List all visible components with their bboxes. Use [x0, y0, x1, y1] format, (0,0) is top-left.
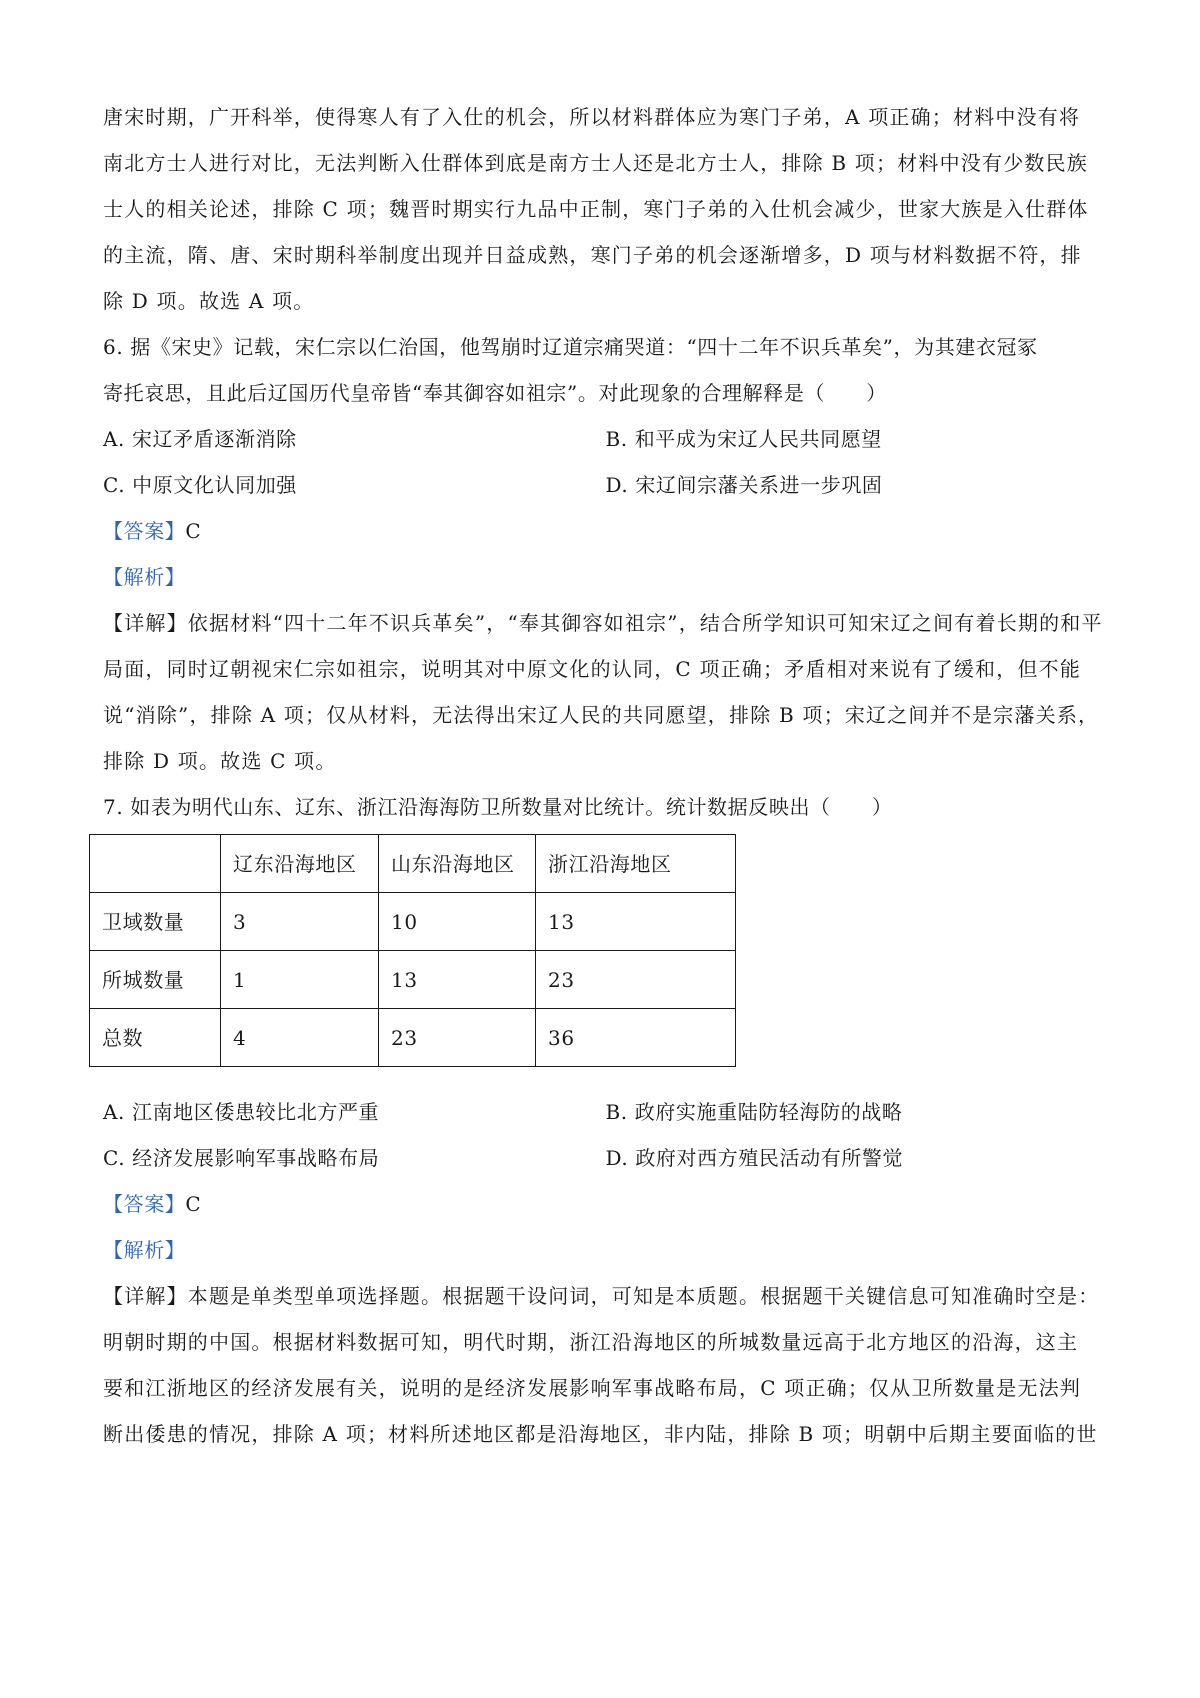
text-line: 【详解】本题是单类型单项选择题。根据题干设问词，可知是本质题。根据题干关键信息可知准确时空是： — [103, 1284, 1100, 1308]
table-cell: 总数 — [90, 1009, 221, 1067]
table-cell — [90, 835, 221, 893]
option-c: C. 经济发展影响军事战略布局 — [103, 1146, 380, 1170]
table-row — [90, 1009, 736, 1067]
text-line: 除 D 项。故选 A 项。 — [103, 289, 315, 313]
text-line: 【详解】依据材料“四十二年不识兵革矣”，“奉其御容如祖宗”，结合所学知识可知宋辽之间有着长期的和平 — [103, 611, 1103, 635]
text-line: 的主流，隋、唐、宋时期科举制度出现并日益成熟，寒门子弟的机会逐渐增多，D 项与材料数据不符，排 — [103, 243, 1082, 267]
analysis-tag: 【解析】 — [103, 565, 186, 589]
document-page — [103, 94, 1108, 1457]
option-d: D. 宋辽间宗藩关系进一步巩固 — [605, 473, 883, 497]
table-row — [90, 951, 736, 1009]
q5-explanation — [103, 94, 1108, 324]
table-cell: 13 — [536, 893, 736, 951]
option-a: A. 江南地区倭患较比北方严重 — [103, 1100, 380, 1124]
question-stem-line: 7. 如表为明代山东、辽东、浙江沿海海防卫所数量对比统计。统计数据反映出（ ） — [103, 795, 893, 819]
options — [103, 1089, 1108, 1181]
question-stem-line: 6. 据《宋史》记载，宋仁宗以仁治国，他驾崩时辽道宗痛哭道：“四十二年不识兵革矣”，为其建衣冠冢 — [103, 335, 1038, 359]
table-row — [90, 893, 736, 951]
text-line: 排除 D 项。故选 C 项。 — [103, 749, 337, 773]
answer-value: C — [185, 1192, 202, 1216]
text-line: 要和江浙地区的经济发展有关，说明的是经济发展影响军事战略布局，C 项正确；仅从卫所数量是无法判 — [103, 1376, 1082, 1400]
table-cell: 23 — [379, 1009, 536, 1067]
table-cell: 4 — [221, 1009, 379, 1067]
table-cell: 所城数量 — [90, 951, 221, 1009]
text-line: 局面，同时辽朝视宋仁宗如祖宗，说明其对中原文化的认同，C 项正确；矛盾相对来说有了缓和，但不能 — [103, 657, 1082, 681]
answer-value: C — [185, 519, 202, 543]
text-line: 南北方士人进行对比，无法判断入仕群体到底是南方士人还是北方士人，排除 B 项；材料中没有少数民族 — [103, 151, 1089, 175]
table-cell: 1 — [221, 951, 379, 1009]
table-cell: 卫域数量 — [90, 893, 221, 951]
table-header-cell: 浙江沿海地区 — [536, 835, 736, 893]
analysis-tag: 【解析】 — [103, 1238, 186, 1262]
table-header-cell: 山东沿海地区 — [379, 835, 536, 893]
text-line: 明朝时期的中国。根据材料数据可知，明代时期，浙江沿海地区的所城数量远高于北方地区的沿海，这主 — [103, 1330, 1079, 1354]
question-stem-line: 寄托哀思，且此后辽国历代皇帝皆“奉其御容如祖宗”。对此现象的合理解释是（ ） — [103, 381, 887, 405]
option-b: B. 和平成为宋辽人民共同愿望 — [605, 427, 882, 451]
table-cell: 23 — [536, 951, 736, 1009]
table-header-row — [90, 835, 736, 893]
table-cell: 10 — [379, 893, 536, 951]
data-table — [89, 834, 736, 1067]
table-header-cell: 辽东沿海地区 — [221, 835, 379, 893]
question-7 — [103, 784, 1108, 1273]
option-b: B. 政府实施重陆防轻海防的战略 — [605, 1100, 903, 1124]
table-cell: 13 — [379, 951, 536, 1009]
answer-tag: 【答案】 — [103, 519, 186, 543]
answer-tag: 【答案】 — [103, 1192, 186, 1216]
answer-line — [103, 508, 1108, 554]
text-line: 唐宋时期，广开科举，使得寒人有了入仕的机会，所以材料群体应为寒门子弟，A 项正确；材料中没有将 — [103, 105, 1081, 129]
answer-line — [103, 1181, 1108, 1227]
option-d: D. 政府对西方殖民活动有所警觉 — [605, 1146, 904, 1170]
analysis-line — [103, 1227, 1108, 1273]
question-6 — [103, 324, 1108, 600]
option-c: C. 中原文化认同加强 — [103, 473, 297, 497]
q7-detail — [103, 1273, 1108, 1457]
table-cell: 36 — [536, 1009, 736, 1067]
analysis-line — [103, 554, 1108, 600]
option-a: A. 宋辽矛盾逐渐消除 — [103, 427, 297, 451]
text-line: 士人的相关论述，排除 C 项；魏晋时期实行九品中正制，寒门子弟的入仕机会减少，世家大族是入仕群体 — [103, 197, 1089, 221]
text-line: 说“消除”，排除 A 项；仅从材料，无法得出宋辽人民的共同愿望，排除 B 项；宋辽之间并不是宗藩关系， — [103, 703, 1100, 727]
options — [103, 416, 1108, 508]
text-line: 断出倭患的情况，排除 A 项；材料所述地区都是沿海地区，非内陆，排除 B 项；明朝中后期主要面临的世 — [103, 1422, 1098, 1446]
q6-detail — [103, 600, 1108, 784]
spacer — [103, 1067, 1108, 1089]
table-cell: 3 — [221, 893, 379, 951]
